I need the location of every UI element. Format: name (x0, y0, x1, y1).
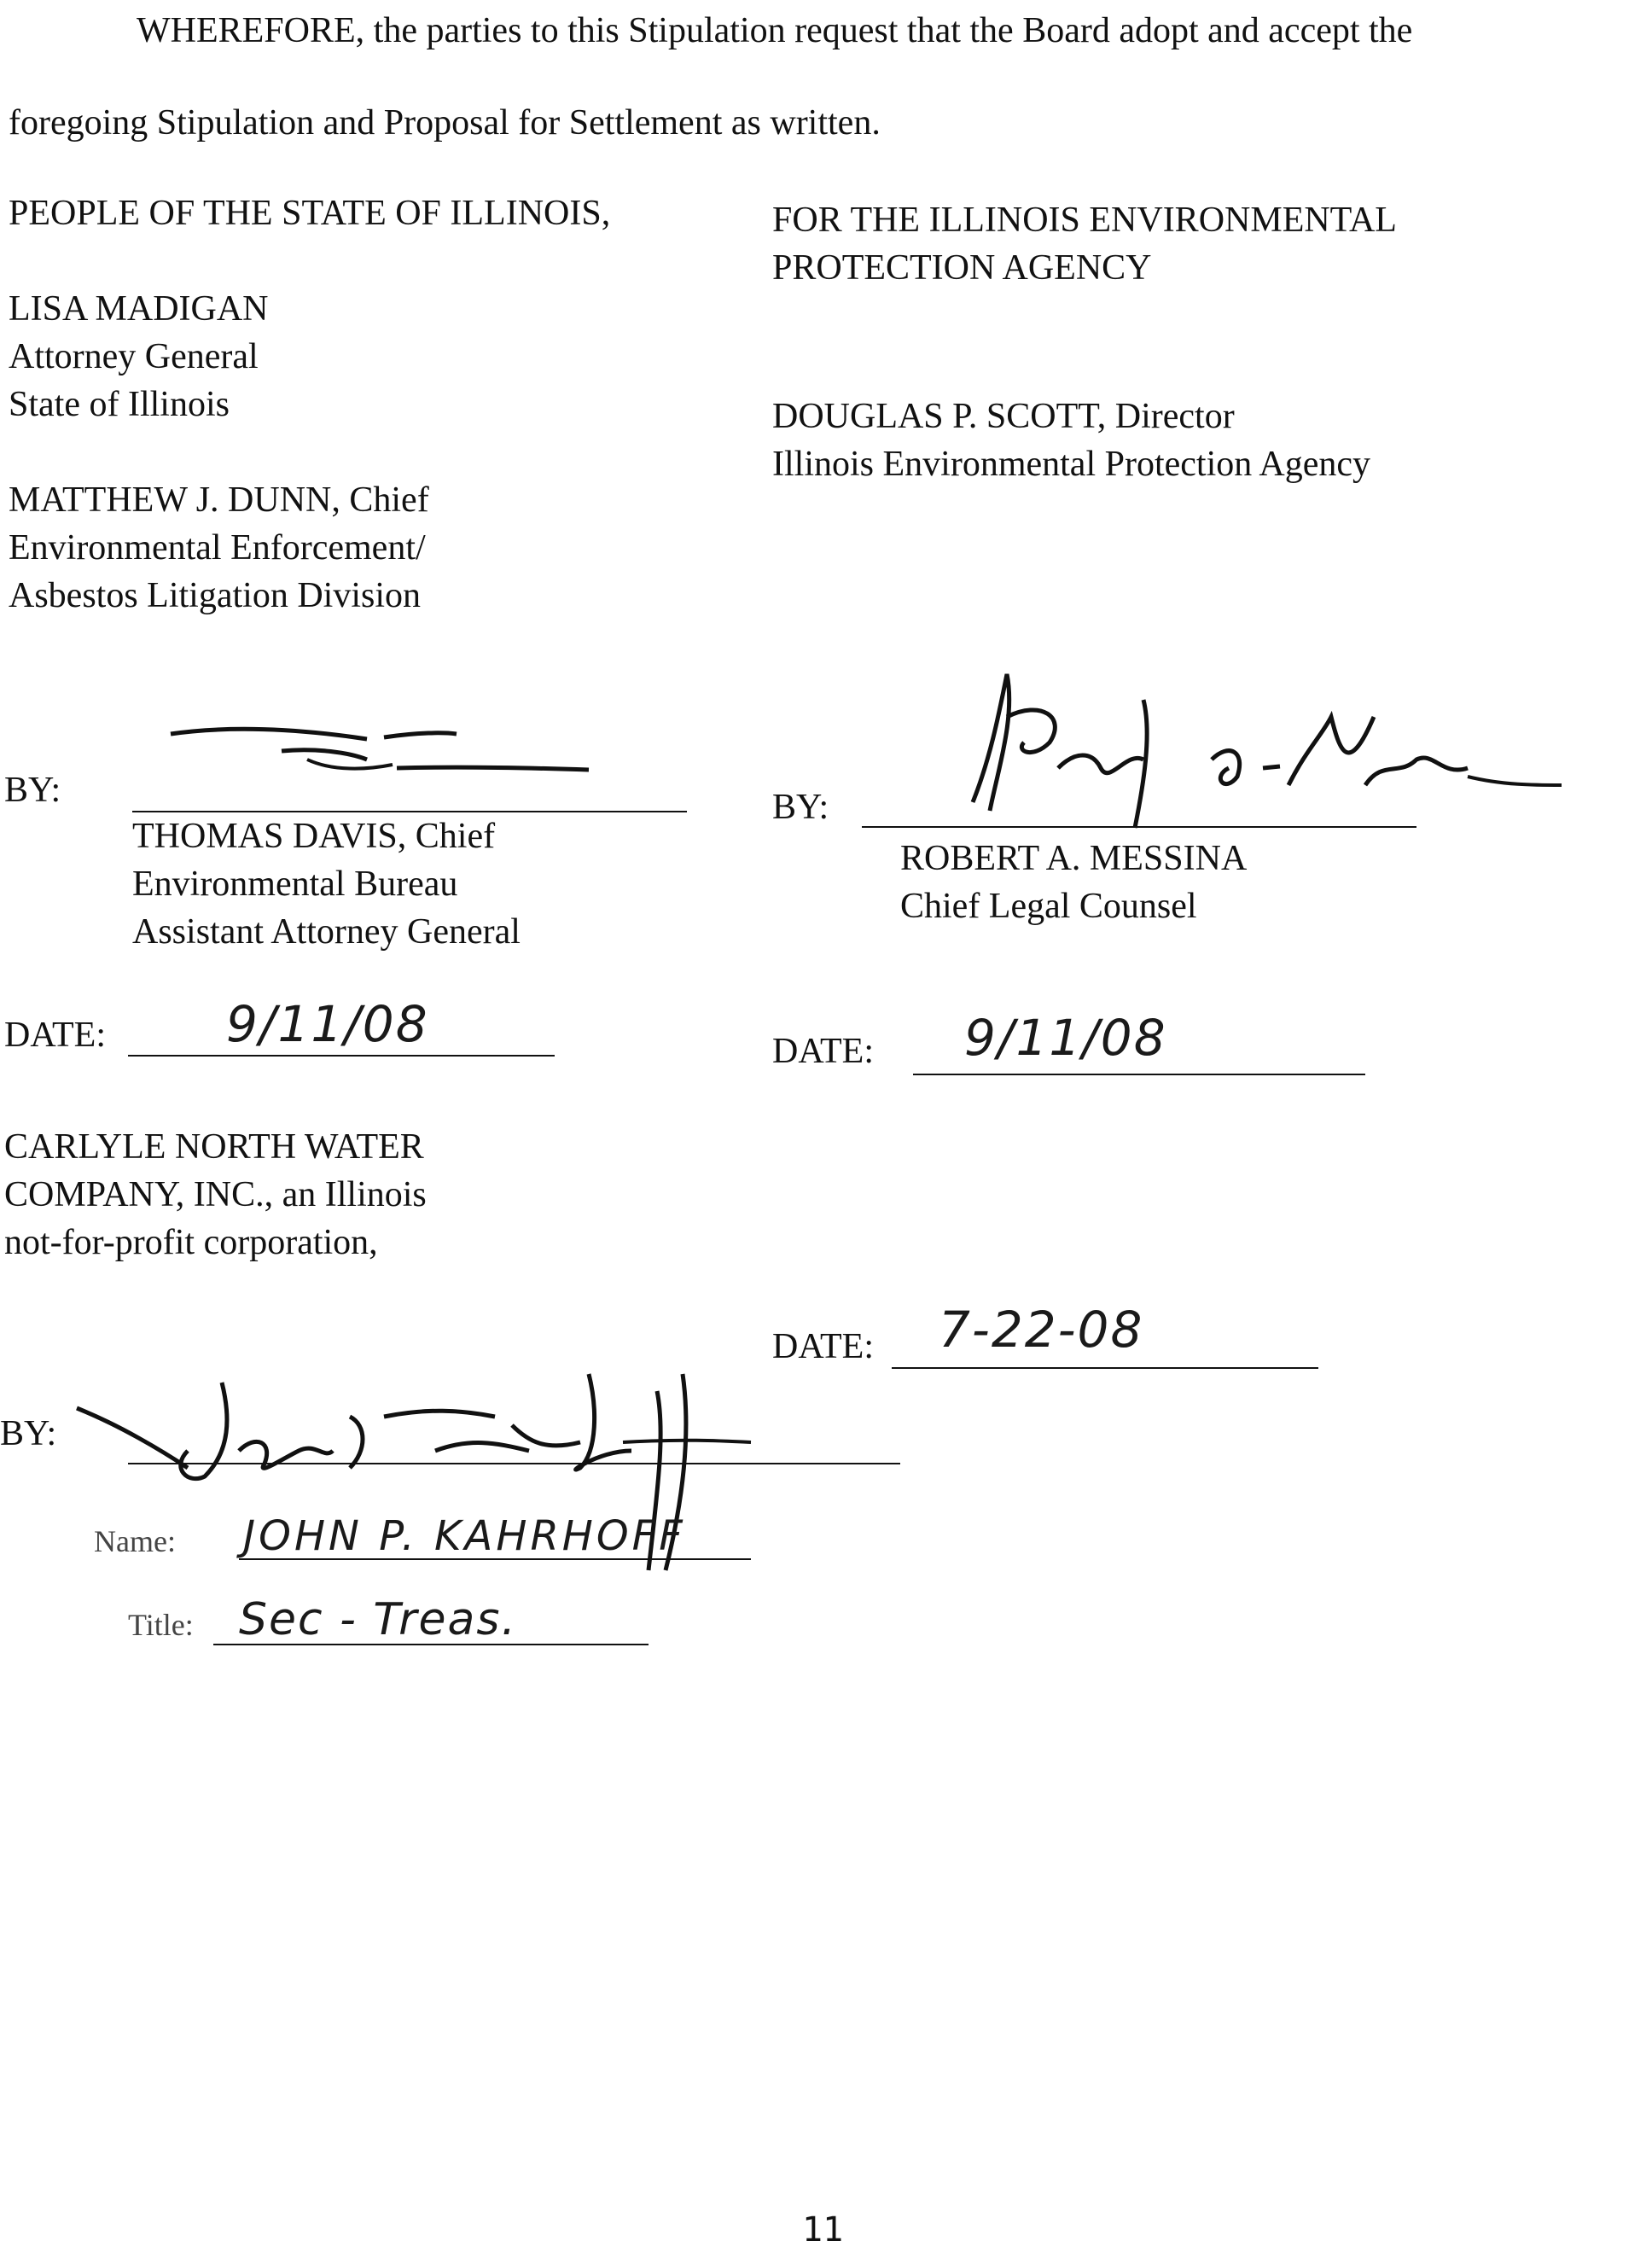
company-line-3: not-for-profit corporation, (4, 1223, 378, 1262)
right-date-label: DATE: (772, 1032, 874, 1071)
body-text-line-2: foregoing Stipulation and Proposal for Settlement as written. (9, 103, 881, 143)
company-by-label: BY: (0, 1414, 57, 1453)
left-signer-title: Assistant Attorney General (132, 912, 521, 952)
messina-signature (887, 666, 1570, 836)
attorney-general-state: State of Illinois (9, 385, 230, 424)
company-name-value: JOHN P. KAHRHOFF (243, 1512, 686, 1560)
company-name-label: Name: (94, 1524, 176, 1558)
right-date-value: 9/11/08 (964, 1009, 1167, 1067)
left-party-header: PEOPLE OF THE STATE OF ILLINOIS, (9, 194, 611, 233)
right-by-label: BY: (772, 788, 829, 827)
company-title-label: Title: (128, 1608, 194, 1642)
attorney-general-title: Attorney General (9, 337, 259, 376)
davis-signature (162, 708, 606, 785)
left-signer-name: THOMAS DAVIS, Chief (132, 817, 496, 856)
director-agency: Illinois Environmental Protection Agency (772, 445, 1371, 484)
chief-division-line-2: Asbestos Litigation Division (9, 576, 421, 615)
body-text-line-1: WHEREFORE, the parties to this Stipulation request that the Board adopt and accept the (137, 11, 1413, 50)
left-date-line (128, 1055, 555, 1057)
right-party-header-line-2: PROTECTION AGENCY (772, 248, 1152, 288)
left-date-label: DATE: (4, 1016, 106, 1055)
company-date-line (892, 1367, 1318, 1369)
page-number: 11 (802, 2210, 844, 2250)
right-party-header-line-1: FOR THE ILLINOIS ENVIRONMENTAL (772, 201, 1397, 240)
left-signer-bureau: Environmental Bureau (132, 865, 458, 904)
company-line-1: CARLYLE NORTH WATER (4, 1127, 424, 1167)
company-signature-line (128, 1463, 900, 1464)
attorney-general-name: LISA MADIGAN (9, 289, 269, 329)
chief-name: MATTHEW J. DUNN, Chief (9, 480, 429, 520)
left-date-value: 9/11/08 (226, 995, 429, 1053)
company-date-label: DATE: (772, 1327, 874, 1366)
left-by-label: BY: (4, 771, 61, 810)
director-name: DOUGLAS P. SCOTT, Director (772, 397, 1235, 436)
company-line-2: COMPANY, INC., an Illinois (4, 1175, 427, 1214)
right-signature-line (862, 826, 1416, 828)
right-date-line (913, 1074, 1365, 1075)
company-title-value: Sec - Treas. (239, 1594, 517, 1645)
right-signer-name: ROBERT A. MESSINA (900, 839, 1248, 878)
chief-division-line-1: Environmental Enforcement/ (9, 528, 426, 568)
right-signer-title: Chief Legal Counsel (900, 887, 1197, 926)
company-date-value: 7-22-08 (939, 1301, 1144, 1359)
